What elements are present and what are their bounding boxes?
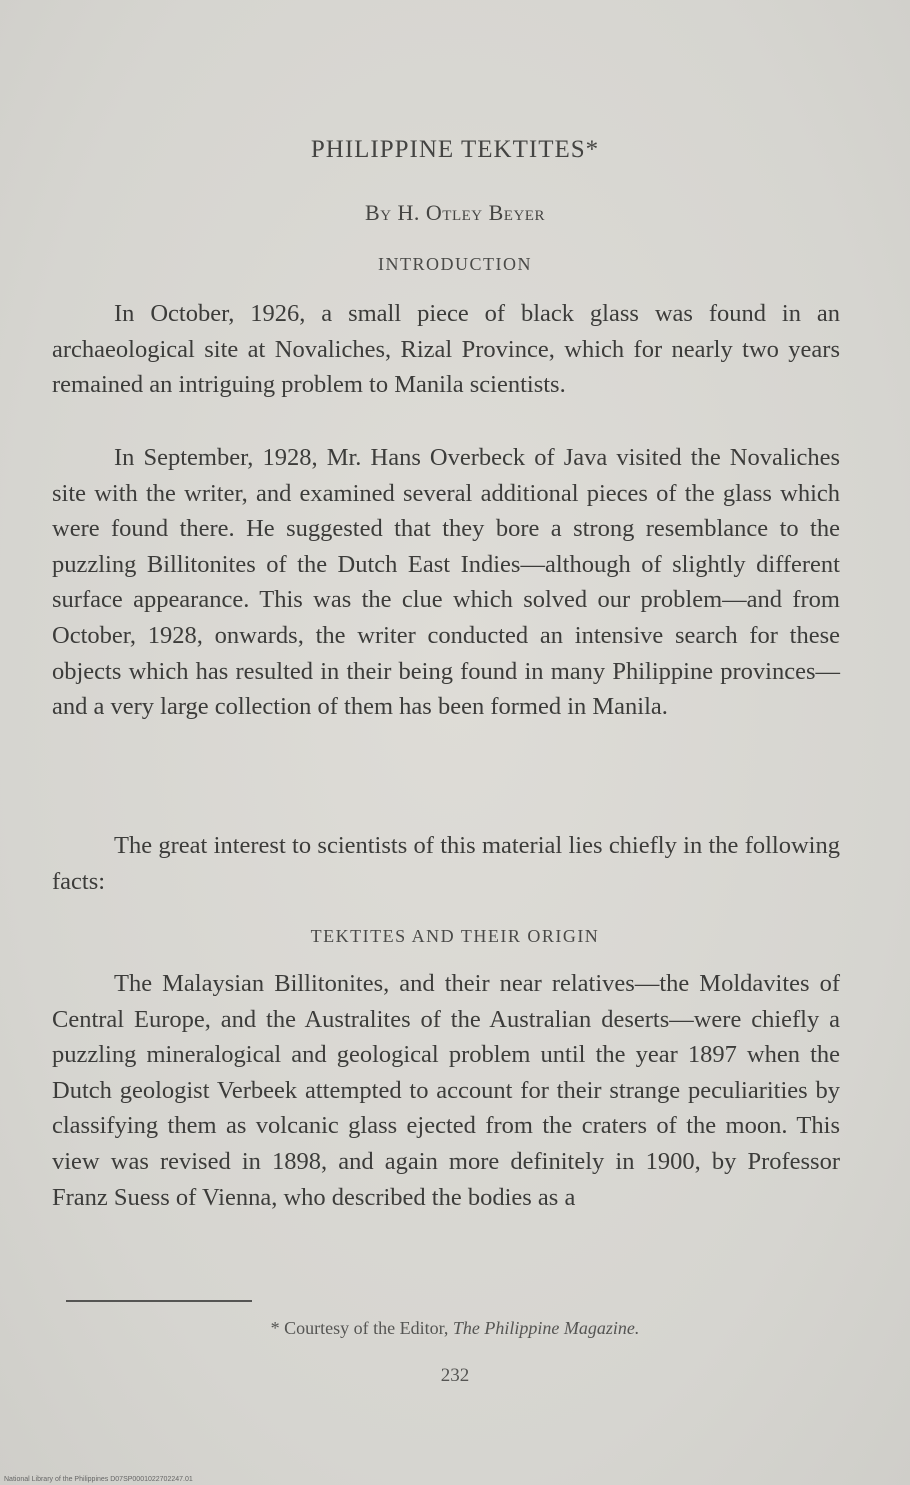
- author-byline: By H. Otley Beyer: [365, 200, 545, 225]
- paragraph-intro-3: The great interest to scientists of this material lies chiefly in the following facts:: [52, 832, 840, 895]
- footnote-divider: [66, 1300, 252, 1302]
- article-title: PHILIPPINE TEKTITES*: [310, 136, 600, 163]
- paragraph-origin-1: The Malaysian Billitonites, and their near relatives—the Moldavites of Central Europe, and the Australites of the Australian deserts—were chiefly a puzzling mineralogical and geological problem until the year 1897 when the Dutch geologist Verbeek attempted to account for their strange peculiarities by classifying them as volcanic glass ejected from the craters of the moon. This view was revised in 1898, and again more definitely in 1900, by Professor Franz Suess of Vienna, who described the bodies as a: [52, 970, 840, 1211]
- section-heading-introduction: INTRODUCTION: [378, 254, 532, 274]
- paragraph-intro-1: In October, 1926, a small piece of black glass was found in an archaeological site at Novaliches, Rizal Province, which for nearly two years remained an intriguing problem to Manila scientists.: [52, 300, 840, 399]
- paragraph-intro-2: In September, 1928, Mr. Hans Overbeck of Java visited the Novaliches site with the writer, and examined several additional pieces of the glass which were found there. He suggested that they bore a strong resemblance to the puzzling Billitonites of the Dutch East Indies—although of slightly different surface appearance. This was the clue which solved our problem—and from October, 1928, onwards, the writer conducted an intensive search for these objects which has resulted in their being found in many Philippine provinces—and a very large collection of them has been formed in Manila.: [52, 444, 840, 721]
- page-number: 232: [440, 1365, 470, 1386]
- footnote: * Courtesy of the Editor, The Philippine Magazine.: [270, 1318, 640, 1338]
- section-heading-tektites-origin: TEKTITES AND THEIR ORIGIN: [310, 926, 600, 946]
- library-watermark: National Library of the Philippines D07SP0001022702247.01: [4, 1476, 193, 1483]
